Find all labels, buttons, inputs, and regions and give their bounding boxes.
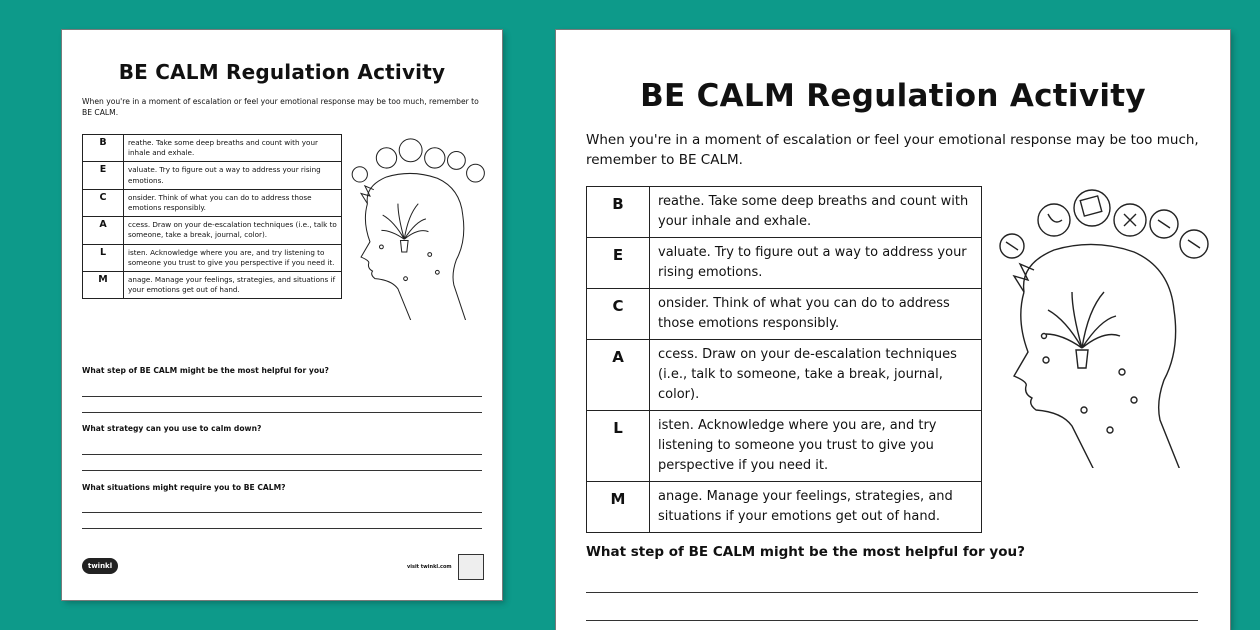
quality-badge-icon	[458, 554, 484, 580]
answer-line[interactable]	[82, 396, 482, 397]
table-row	[83, 244, 342, 271]
row-letter: E	[83, 162, 124, 189]
worksheet-thumbnail[interactable]	[62, 30, 502, 600]
row-text: anage. Manage your feelings, strategies, and situations if your emotions get out of hand.	[124, 272, 342, 299]
footer-url: visit twinkl.com	[407, 564, 452, 570]
row-text: ccess. Draw on your de-escalation techniques (i.e., talk to someone, take a break, journal, color).	[650, 340, 982, 411]
worksheet-title: BE CALM Regulation Activity	[640, 78, 1146, 114]
table-row	[83, 189, 342, 216]
row-letter: E	[587, 238, 650, 289]
row-text: valuate. Try to figure out a way to address your rising emotions.	[650, 238, 982, 289]
row-text: reathe. Take some deep breaths and count with your inhale and exhale.	[124, 135, 342, 162]
head-plant-illustration	[342, 128, 492, 320]
table-row	[587, 482, 982, 533]
table-row	[587, 187, 982, 238]
answer-line[interactable]	[586, 592, 1198, 593]
question-1: What step of BE CALM might be the most helpful for you?	[586, 544, 1025, 560]
row-text: onsider. Think of what you can do to address those emotions responsibly.	[650, 289, 982, 340]
be-calm-table	[586, 186, 982, 533]
answer-line[interactable]	[82, 528, 482, 529]
row-text: ccess. Draw on your de-escalation techniques (i.e., talk to someone, take a break, journal, color).	[124, 217, 342, 244]
row-text: valuate. Try to figure out a way to address your rising emotions.	[124, 162, 342, 189]
table-row	[587, 289, 982, 340]
table-row	[83, 272, 342, 299]
worksheet-title: BE CALM Regulation Activity	[118, 60, 446, 84]
row-text: anage. Manage your feelings, strategies, and situations if your emotions get out of hand.	[650, 482, 982, 533]
worksheet-zoomed	[556, 30, 1230, 630]
answer-line[interactable]	[82, 512, 482, 513]
table-row	[83, 135, 342, 162]
question-1: What step of BE CALM might be the most helpful for you?	[82, 366, 329, 375]
answer-line[interactable]	[586, 620, 1198, 621]
answer-line[interactable]	[82, 470, 482, 471]
row-letter: B	[83, 135, 124, 162]
row-text: isten. Acknowledge where you are, and try listening to someone you trust to give you perspective if you need it.	[650, 411, 982, 482]
row-letter: A	[83, 217, 124, 244]
answer-line[interactable]	[82, 454, 482, 455]
table-row	[587, 340, 982, 411]
worksheet-intro: When you're in a moment of escalation or feel your emotional response may be too much, remember to BE CALM.	[82, 97, 479, 117]
question-2: What strategy can you use to calm down?	[82, 424, 262, 433]
row-text: onsider. Think of what you can do to address those emotions responsibly.	[124, 189, 342, 216]
table-row	[587, 238, 982, 289]
worksheet-intro: When you're in a moment of escalation or feel your emotional response may be too much, remember to BE CALM.	[586, 132, 1199, 168]
row-letter: C	[587, 289, 650, 340]
row-letter: L	[83, 244, 124, 271]
row-text: reathe. Take some deep breaths and count with your inhale and exhale.	[650, 187, 982, 238]
question-3: What situations might require you to BE CALM?	[82, 483, 286, 492]
row-letter: L	[587, 411, 650, 482]
twinkl-logo: twinkl	[82, 558, 118, 574]
row-letter: M	[587, 482, 650, 533]
table-row	[83, 162, 342, 189]
row-letter: M	[83, 272, 124, 299]
table-row	[587, 411, 982, 482]
answer-line[interactable]	[82, 412, 482, 413]
row-letter: C	[83, 189, 124, 216]
row-letter: B	[587, 187, 650, 238]
head-plant-illustration	[984, 180, 1220, 468]
be-calm-table	[82, 134, 342, 299]
table-row	[83, 217, 342, 244]
row-text: isten. Acknowledge where you are, and try listening to someone you trust to give you perspective if you need it.	[124, 244, 342, 271]
row-letter: A	[587, 340, 650, 411]
